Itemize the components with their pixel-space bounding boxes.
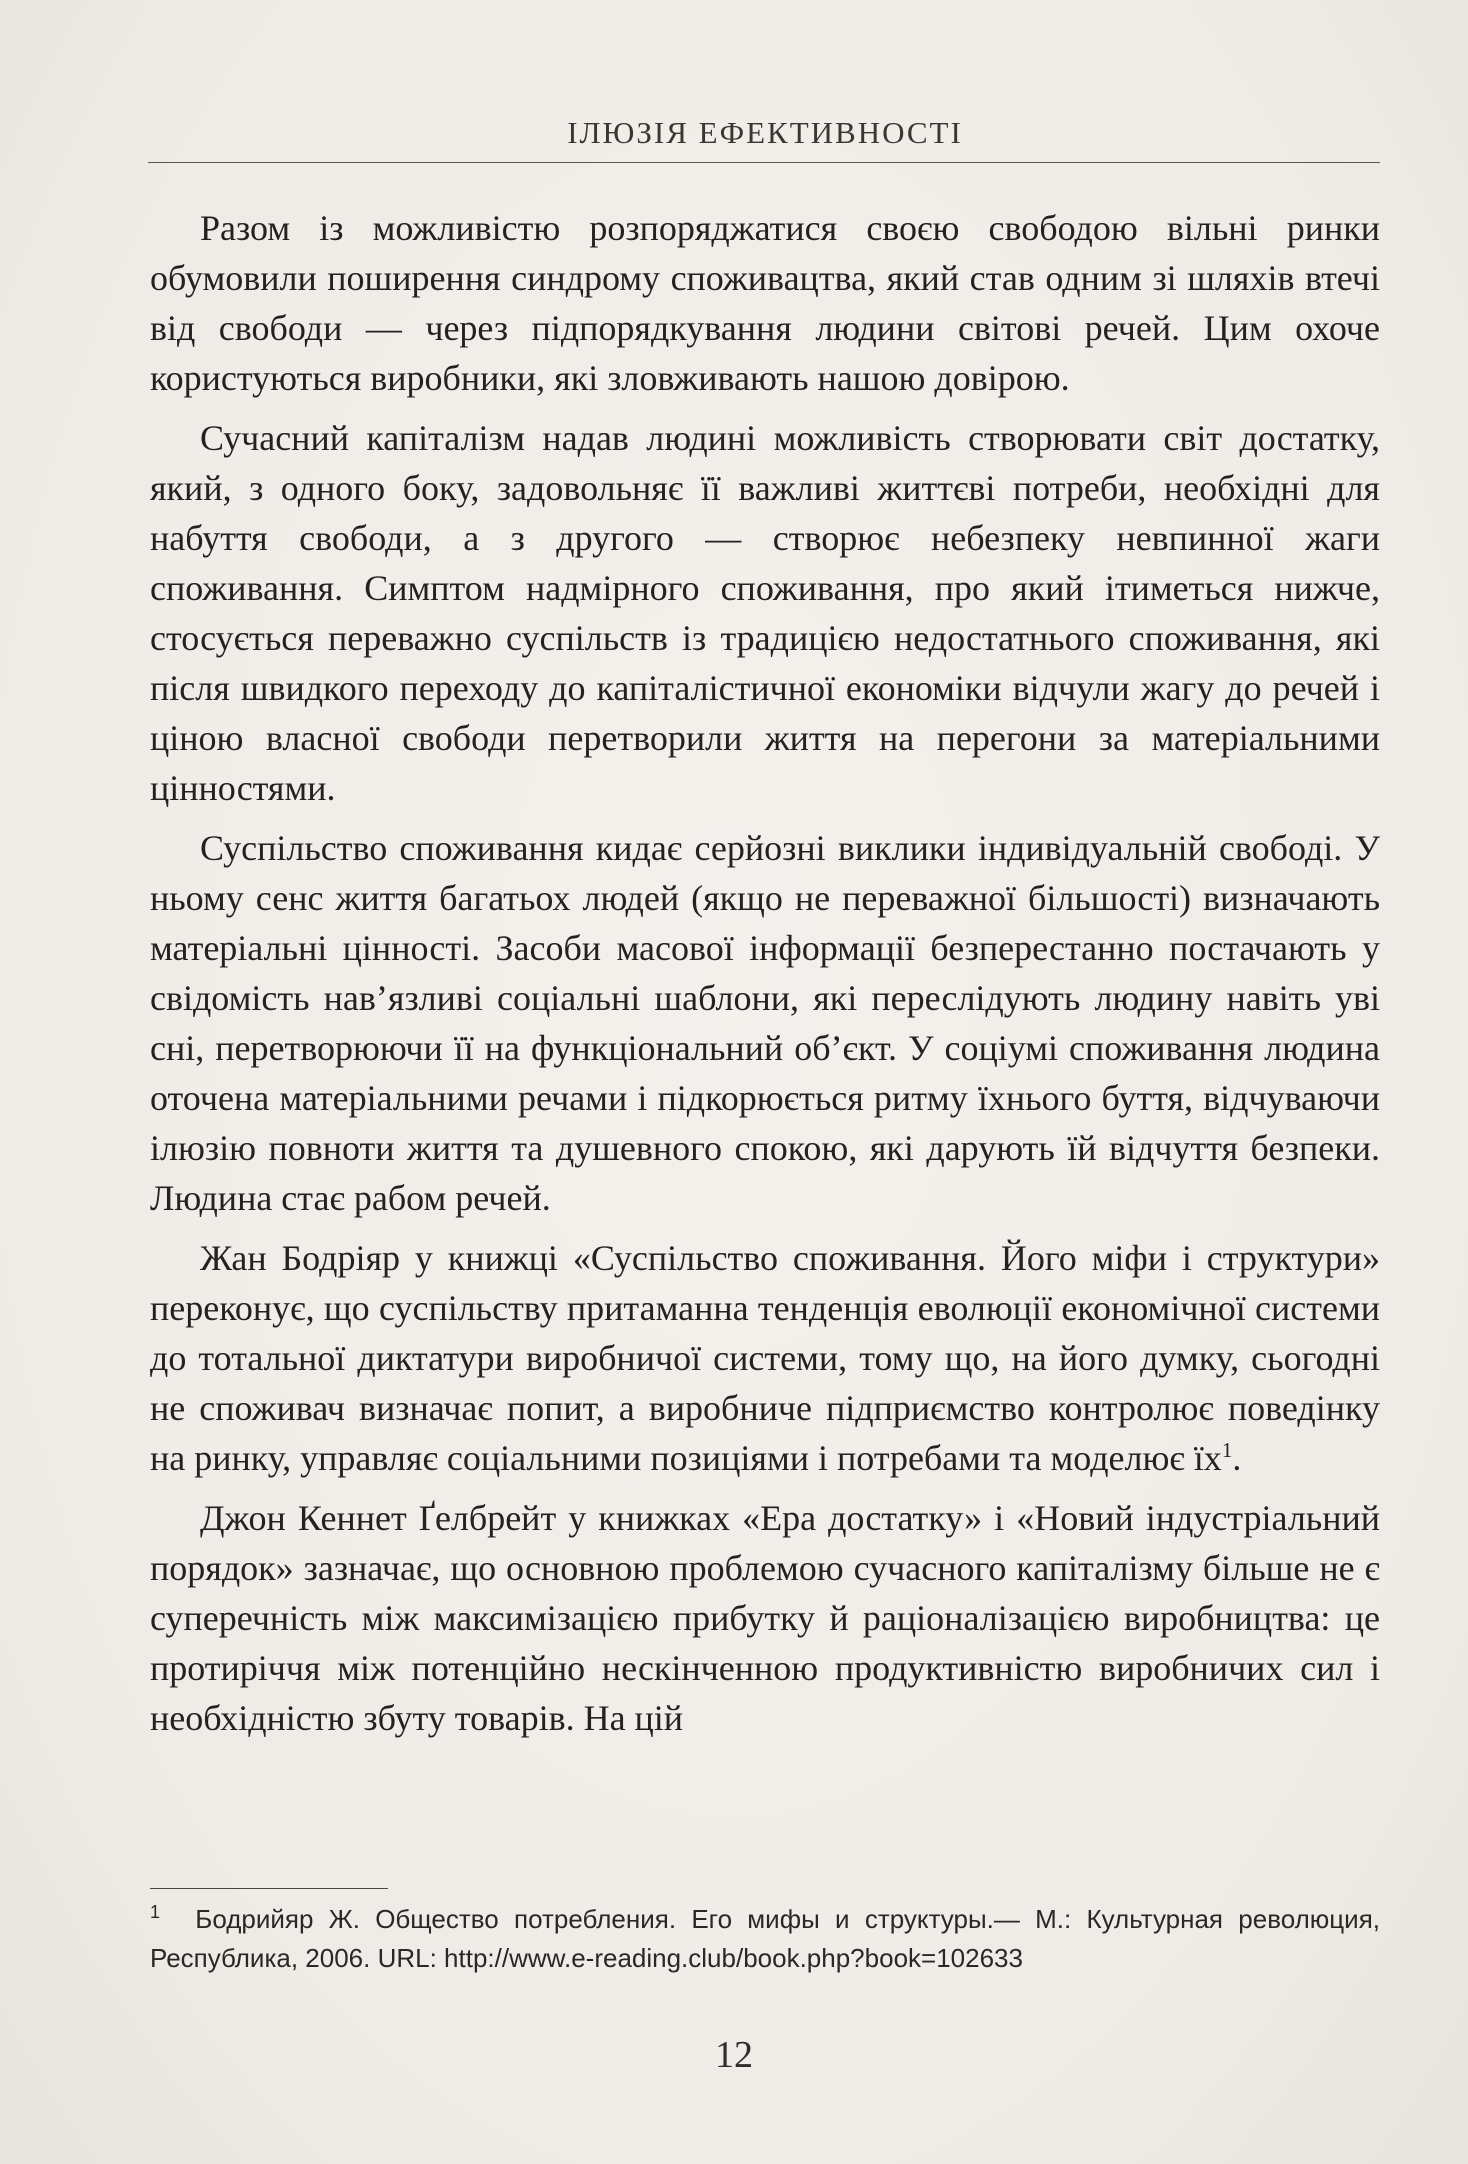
- paragraph-2: Сучасний капіталізм надав людині можливість створювати світ достатку, який, з одного боку, задовольняє її важливі життєві потреби, необхідні для набуття свободи, а з другого — створює небезпеку невпинної жаги споживання. Симптом надмірного споживання, про який ітиметься нижче, стосується переважно суспільств із традицією недостатнього споживання, які після швидкого переходу до капіталістичної економіки відчули жагу до речей і ціною власної свободи перетворили життя на перегони за матеріальними цінностями.: [150, 418, 1380, 808]
- footnote-rule: [150, 1888, 388, 1889]
- footnote: 1 Бодрийяр Ж. Общество потребления. Его мифы и структуры.— М.: Культурная революция, Республика, 2006. URL: http://www.e-reading.club/book.php?book=102633: [150, 1902, 1380, 1973]
- header-rule: [148, 162, 1380, 163]
- paragraph-4: Жан Бодріяр у книжці «Суспільство споживання. Його міфи і структури» переконує, що суспільству притаманна тенденція еволюції економічної системи до тотальної диктатури виробничої системи, тому що, на його думку, сьогодні не споживач визначає попит, а виробниче підприємство контролює поведінку на ринку, управляє соціальними позиціями і потребами та моделює $їх^1$.: [150, 1238, 1380, 1478]
- paragraph-3: Суспільство споживання кидає серйозні виклики індивідуальній свободі. У ньому сенс життя багатьох людей (якщо не переважної більшості) визначають матеріальні цінності. Засоби масової інформації безперестанно постачають у свідомість нав’язливі соціальні шаблони, які переслідують людину навіть уві сні, перетворюючи її на функціональний об’єкт. У соціумі споживання людина оточена матеріальними речами і підкорюється ритму їхнього буття, відчуваючи ілюзію повноти життя та душевного спокою, які дарують їй відчуття безпеки. Людина стає рабом речей.: [150, 828, 1380, 1218]
- footnote-text: Бодрийяр Ж. Общество потребления. Его мифы и структуры.— М.: Культурная революция, Республика, 2006. URL: http://www.e-reading.club/book.php?book=102633: [150, 1904, 1380, 1973]
- running-head: ІЛЮЗІЯ ЕФЕКТИВНОСТІ: [567, 115, 963, 150]
- paragraph-5: Джон Кеннет Ґелбрейт у книжках «Ера достатку» і «Новий індустріальний порядок» зазначає, що основною проблемою сучасного капіталізму більше не є суперечність між максимізацією прибутку й раціоналізацією виробництва: це протиріччя між потенційно нескінченною продуктивністю виробничих сил і необхідністю збуту товарів. На цій: [150, 1498, 1380, 1738]
- paragraph-1: Разом із можливістю розпоряджатися своєю свободою вільні ринки обумовили поширення синдрому споживацтва, який став одним зі шляхів втечі від свободи — через підпорядкування людини світові речей. Цим охоче користуються виробники, які зловживають нашою довірою.: [150, 208, 1380, 398]
- body-text: [150, 203, 1380, 1753]
- paragraph-4-text: Жан Бодріяр у книжці «Суспільство споживання. Його міфи і структури» переконує, що суспільству притаманна тенденція еволюції економічної системи до тотальної диктатури виробничої системи, тому що, на його думку, сьогодні не споживач визначає попит, а виробниче підприємство контролює поведінку на ринку, управляє соціальними позиціями і потребами та моделює їх: [150, 1238, 1380, 1478]
- page-number: 12: [715, 2034, 753, 2076]
- footnote-reference[interactable]: 1: [1221, 1438, 1233, 1462]
